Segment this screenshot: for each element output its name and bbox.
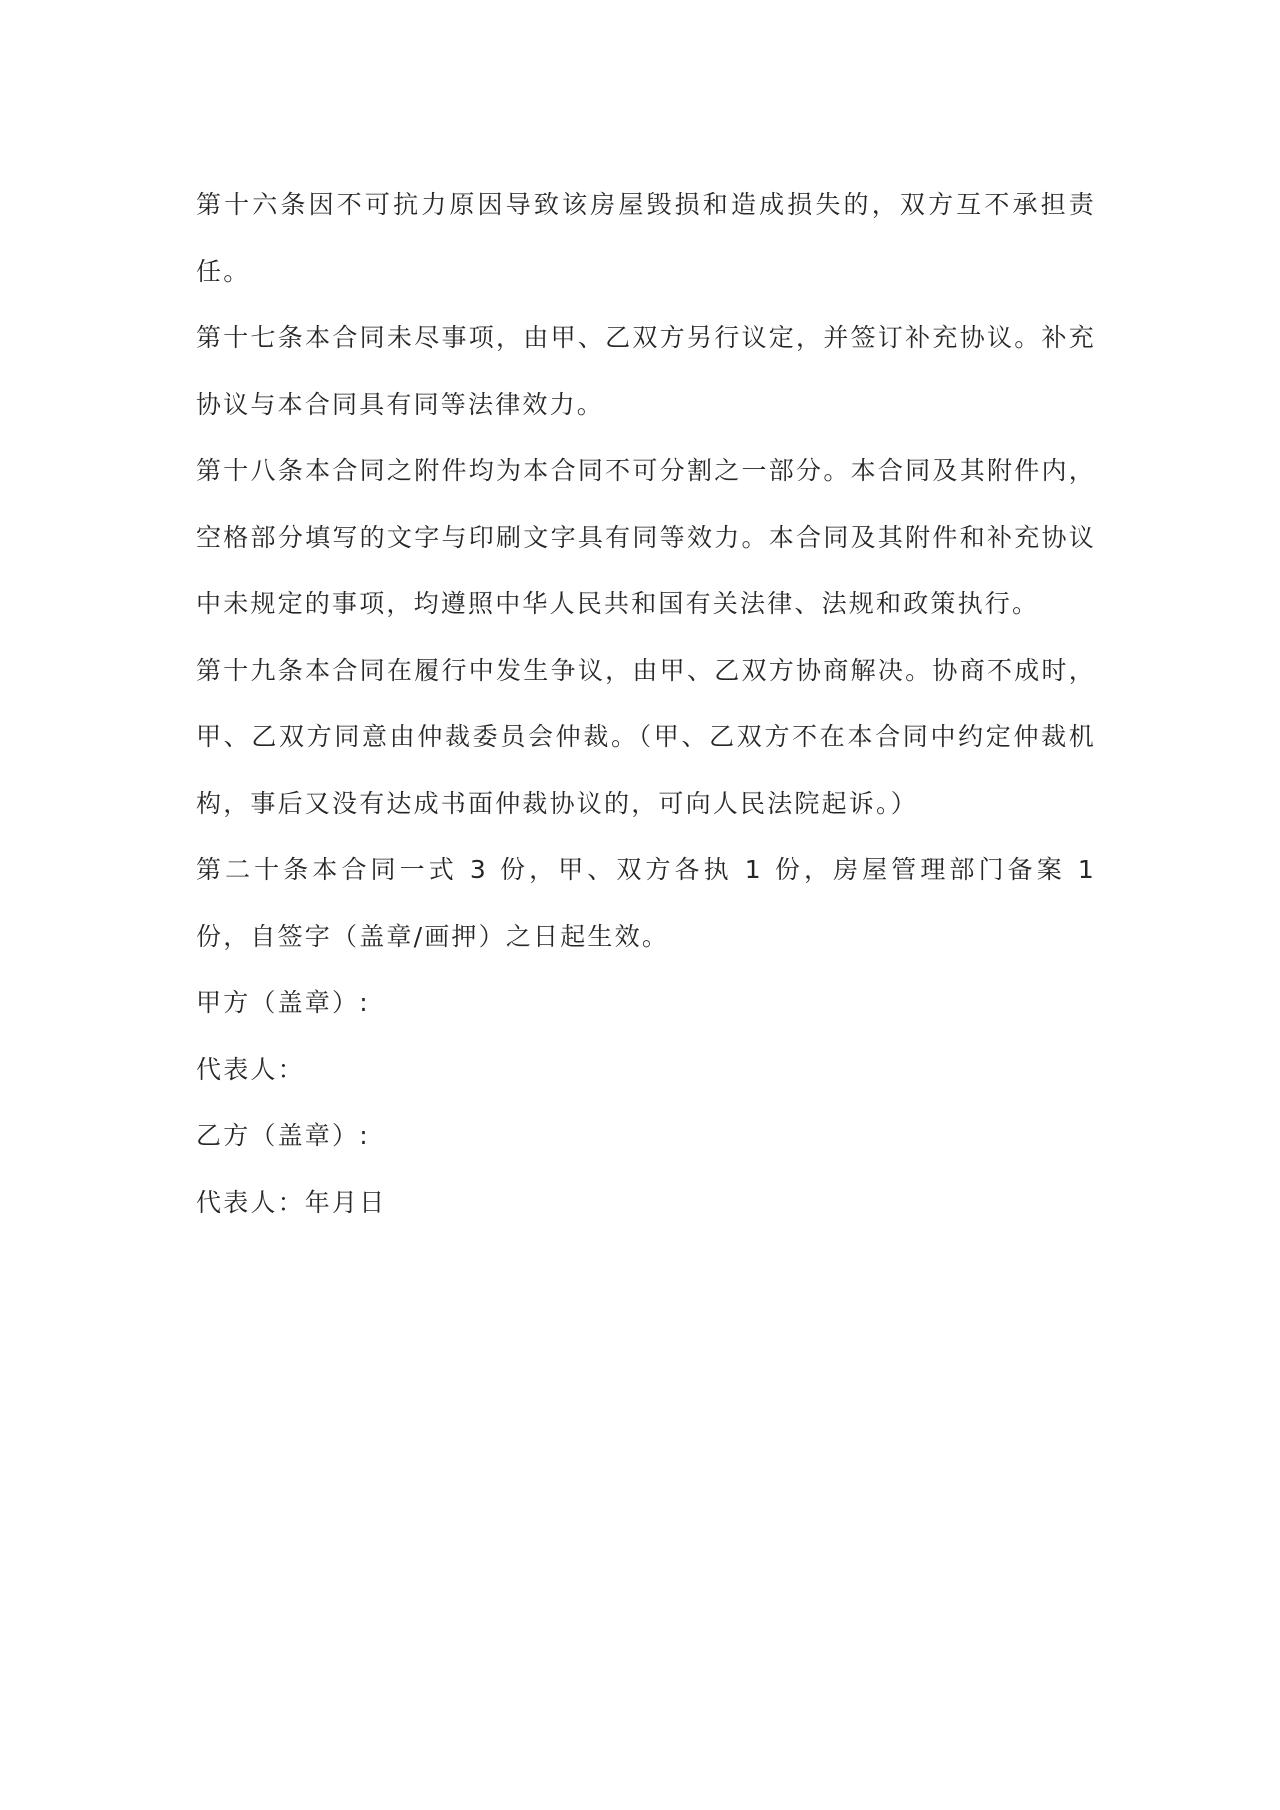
clause-20: 第二十条本合同一式 3 份，甲、双方各执 1 份，房屋管理部门备案 1 份，自签字（盖章/画押）之日起生效。 [196, 855, 1096, 951]
party-a-seal-line: 甲方（盖章）: [196, 988, 370, 1017]
clause-18: 第十八条本合同之附件均为本合同不可分割之一部分。本合同及其附件内，空格部分填写的文字与印刷文字具有同等效力。本合同及其附件和补充协议中未规定的事项，均遵照中华人民共和国有关法律、法规和政策执行。 [196, 456, 1096, 618]
party-a-representative-line: 代表人： [196, 1054, 305, 1084]
party-b-representative-date-line: 代表人：年月日 [196, 1187, 387, 1217]
clause-19: 第十九条本合同在履行中发生争议，由甲、乙双方协商解决。协商不成时，甲、乙双方同意由仲裁委员会仲裁。（甲、乙双方不在本合同中约定仲裁机构，事后又没有达成书面仲裁协议的，可向人民法院起诉。） [196, 655, 1096, 818]
document-body [196, 172, 1096, 1236]
clause-16: 第十六条因不可抗力原因导致该房屋毁损和造成损失的，双方互不承担责任。 [196, 190, 1096, 286]
party-b-seal-line: 乙方（盖章）: [196, 1121, 370, 1150]
clause-17: 第十七条本合同未尽事项，由甲、乙双方另行议定，并签订补充协议。补充协议与本合同具有同等法律效力。 [196, 323, 1096, 419]
